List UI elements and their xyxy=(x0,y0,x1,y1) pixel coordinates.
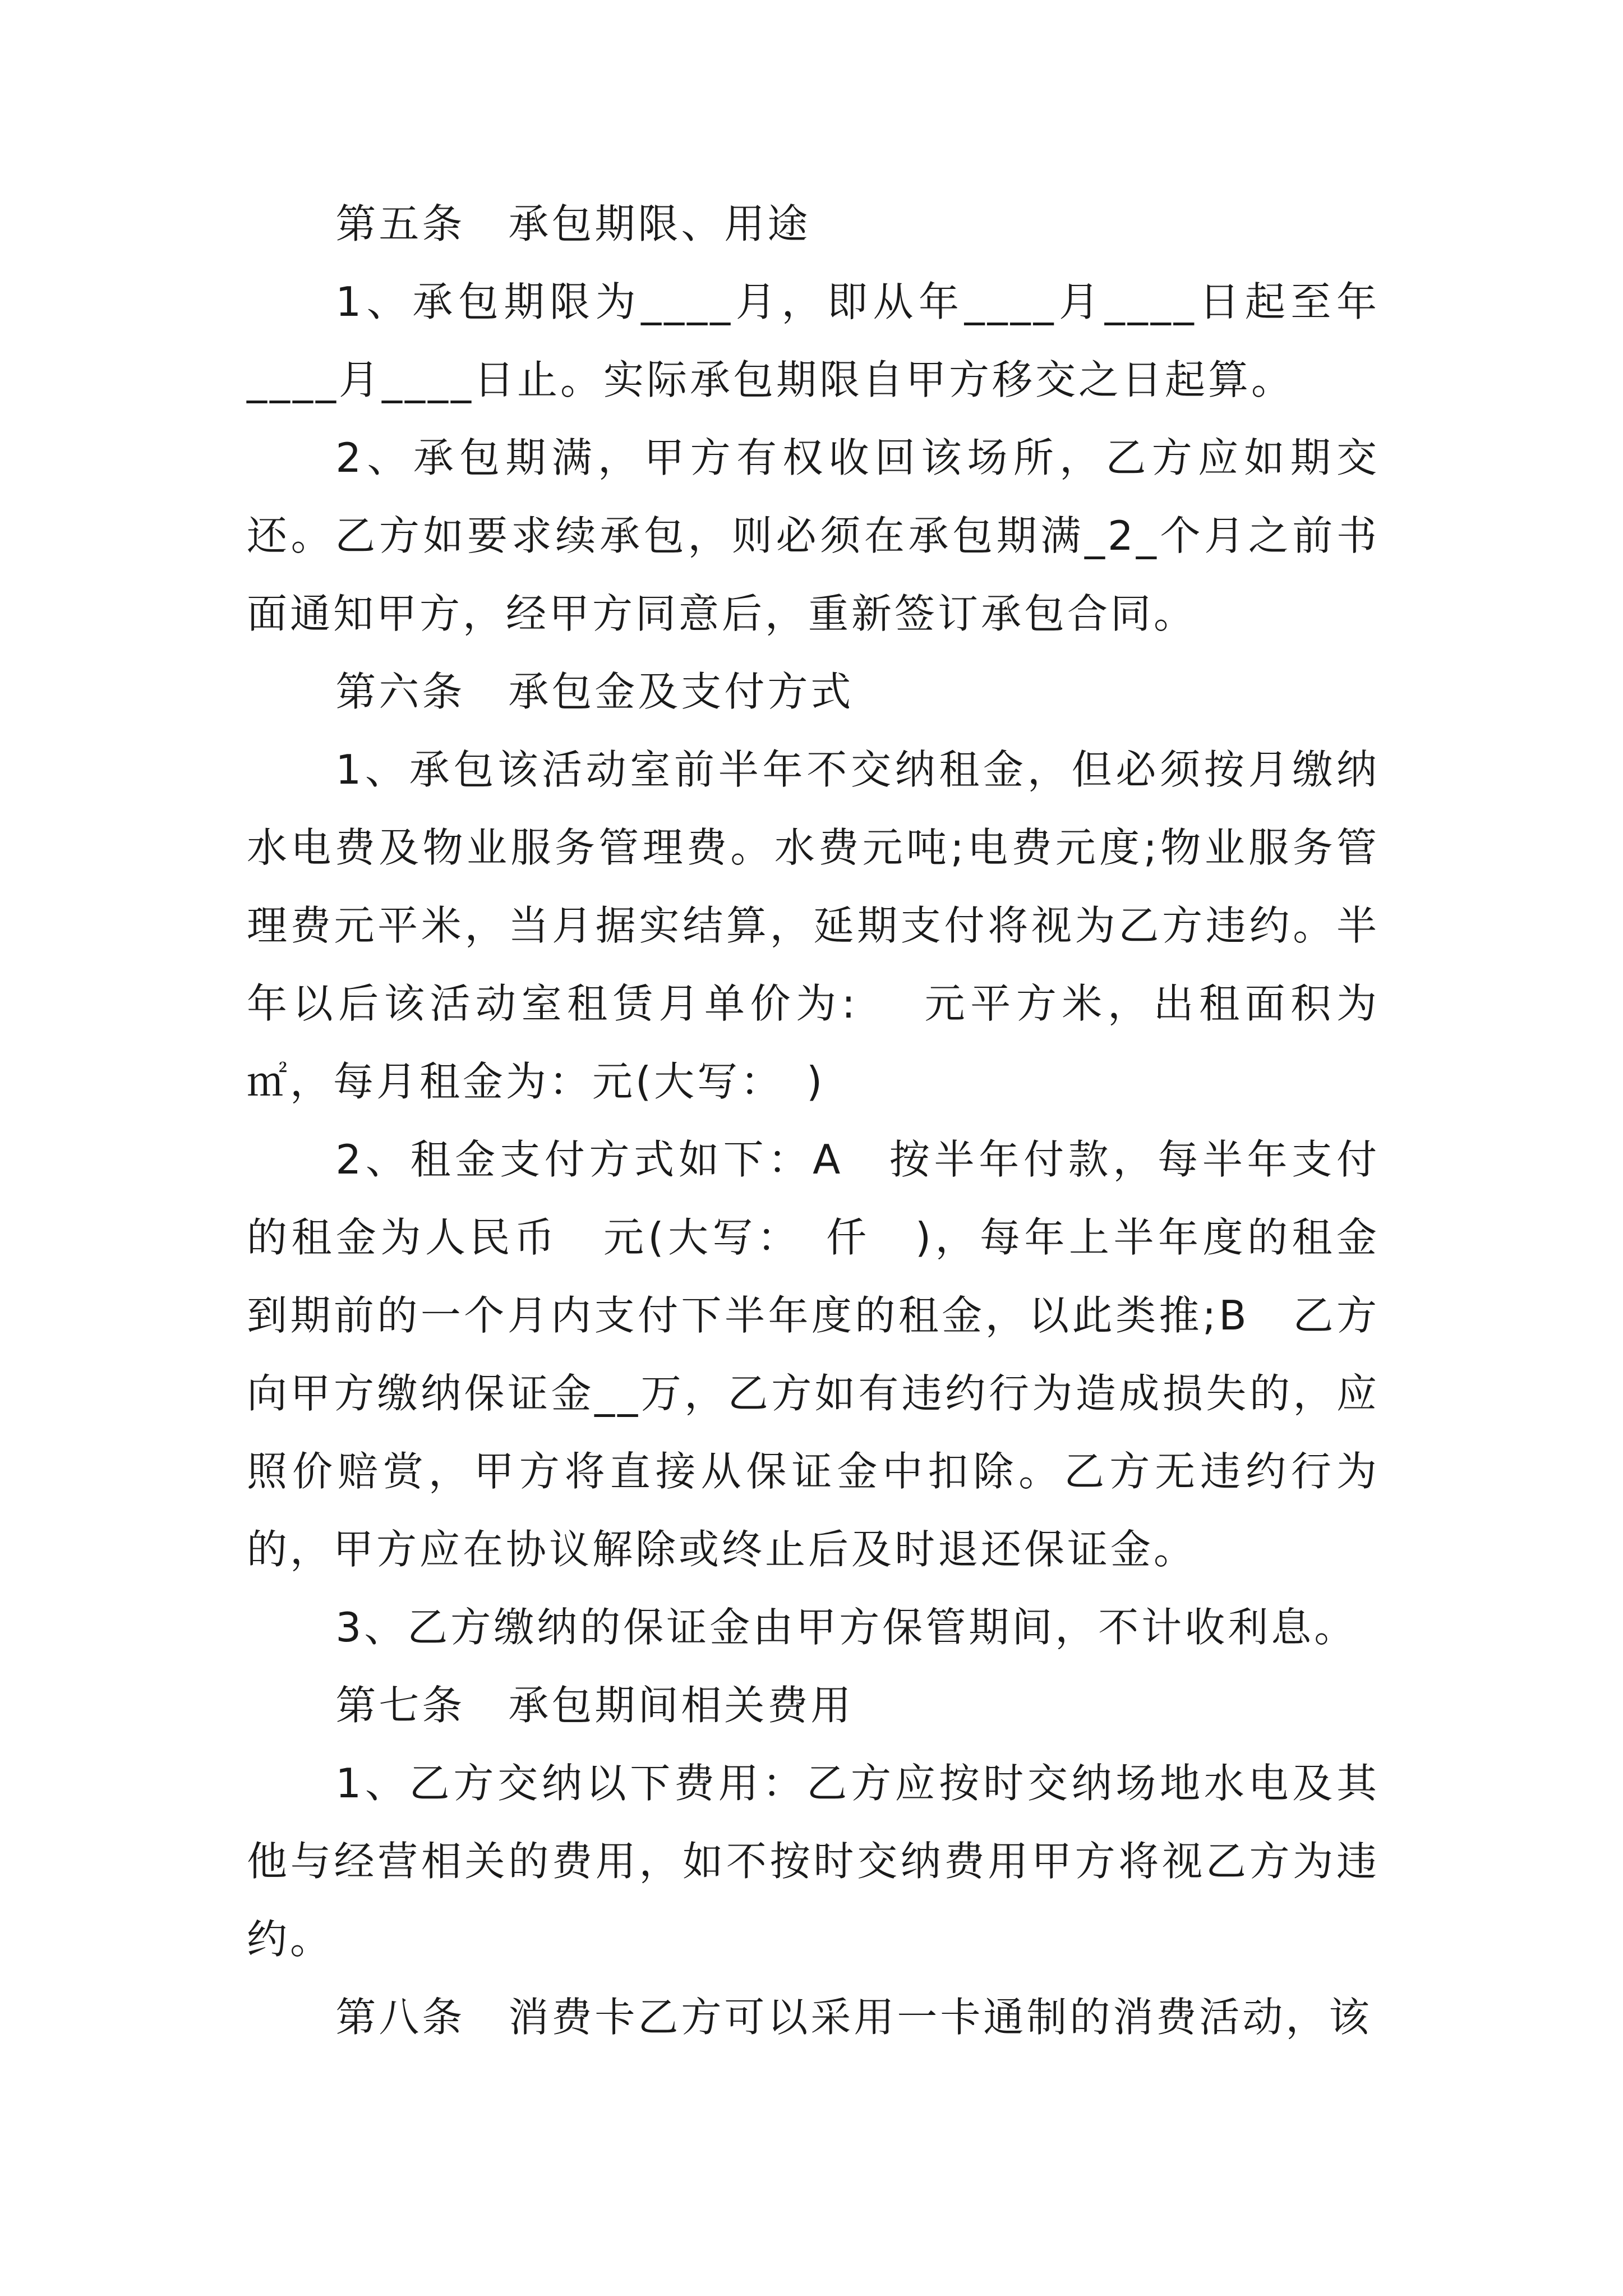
article-5-heading: 第五条 承包期限、用途 xyxy=(335,200,811,247)
article-5-clause-2: 2、承包期满，甲方有权收回该场所，乙方应如期交还。乙方如要求续承包，则必须在承包期满_2_个月之前书面通知甲方，经甲方同意后，重新签订承包合同。 xyxy=(247,434,1380,637)
article-5-clause-1: 1、承包期限为____月，即从年____月____日起至年____月____日止。实际承包期限自甲方移交之日起算。 xyxy=(247,278,1380,403)
article-6-clause-1: 1、承包该活动室前半年不交纳租金，但必须按月缴纳水电费及物业服务管理费。水费元吨;电费元度;物业服务管理费元平米，当月据实结算，延期支付将视为乙方违约。半年以后该活动室租赁月单价为: 元平方米，出租面积为㎡，每月租金为：元(大写： ) xyxy=(247,746,1380,1105)
article-8-text: 第八条 消费卡乙方可以采用一卡通制的消费活动，该 xyxy=(335,1994,1372,2041)
article-6-heading: 第六条 承包金及支付方式 xyxy=(335,668,854,715)
article-7-clause-1: 1、乙方交纳以下费用：乙方应按时交纳场地水电及其他与经营相关的费用，如不按时交纳费用甲方将视乙方为违约。 xyxy=(247,1760,1380,1963)
document-body xyxy=(247,185,1380,2056)
article-7-heading: 第七条 承包期间相关费用 xyxy=(335,1682,854,1729)
article-6-clause-3: 3、乙方缴纳的保证金由甲方保管期间，不计收利息。 xyxy=(335,1604,1358,1651)
article-6-clause-2: 2、租金支付方式如下：A 按半年付款，每半年支付的租金为人民币 元(大写： 仟 )，每年上半年度的租金到期前的一个月内支付下半年度的租金，以此类推;B 乙方向甲方缴纳保证金__万，乙方如有违约行为造成损失的，应照价赔赏，甲方将直接从保证金中扣除。乙方无违约行为的，甲方应在协议解除或终止后及时退还保证金。 xyxy=(247,1136,1380,1573)
